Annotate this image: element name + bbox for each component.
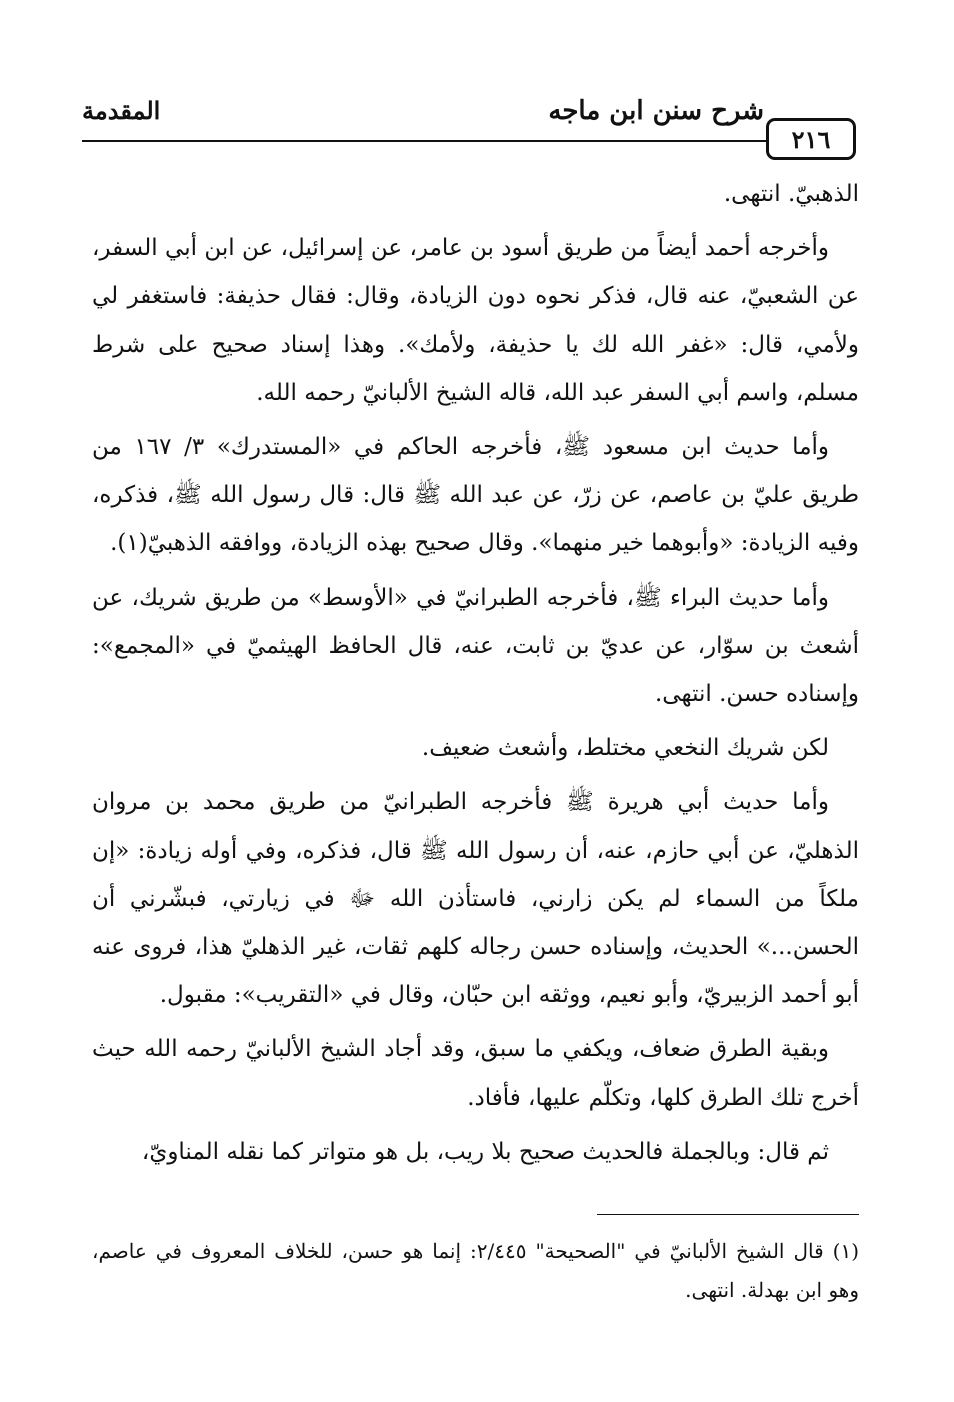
- footnote-rule: [597, 1214, 859, 1215]
- paragraph-2: وأخرجه أحمد أيضاً من طريق أسود بن عامر، عن إسرائيل، عن ابن أبي السفر، عن الشعبيّ، عنه قال، فذكر نحوه دون الزيادة، وقال: فقال حذيفة: فاستغفر لي ولأمي، قال: «غفر الله لك يا حذيفة، ولأمك». وهذا إسناد صحيح على شرط مسلم، واسم أبي السفر عبد الله، قاله الشيخ الألبانيّ رحمه الله.: [92, 235, 859, 406]
- paragraph-8: ثم قال: وبالجملة فالحديث صحيح بلا ريب، بل هو متواتر كما نقله المناويّ،: [141, 1138, 829, 1165]
- section-title: المقدمة: [82, 96, 161, 125]
- book-title: شرح سنن ابن ماجه: [548, 96, 764, 126]
- paragraph-1: الذهبيّ. انتهى.: [723, 181, 859, 207]
- header-rule: [82, 140, 772, 142]
- paragraph-5: لكن شريك النخعي مختلط، وأشعث ضعيف.: [421, 735, 829, 762]
- footnotes: [92, 1232, 859, 1310]
- paragraph-7: وبقية الطرق ضعاف، ويكفي ما سبق، وقد أجاد الشيخ الألبانيّ رحمه الله حيث أخرج تلك الطرق كلها، وتكلّم عليها، فأفاد.: [92, 1036, 859, 1111]
- main-text: [92, 170, 859, 1176]
- paragraph-6: وأما حديث أبي هريرة ﷺ فأخرجه الطبرانيّ من طريق محمد بن مروان الذهليّ، عن أبي حازم، عنه، أن رسول الله ﷺ قال، فذكره، وفي أوله زيادة: «إن ملكاً من السماء لم يكن زارني، فاستأذن الله ﷻ في زيارتي، فبشّرني أن الحسن...» الحديث، وإسناده حسن رجاله كلهم ثقات، غير الذهليّ هذا، فروى عنه أبو أحمد الزبيريّ، وأبو نعيم، ووثقه ابن حبّان، وقال في «التقريب»: مقبول.: [92, 789, 859, 1009]
- paragraph-3: وأما حديث ابن مسعود ﷺ، فأخرجه الحاكم في «المستدرك» ٣/ ١٦٧ من طريق عليّ بن عاصم، عن زرّ، عن عبد الله ﷺ قال: قال رسول الله ﷺ، فذكره، وفيه الزيادة: «وأبوهما خير منهما». وقال صحيح بهذه الزيادة، ووافقه الذهبيّ(١).: [92, 434, 859, 557]
- paragraph-4: وأما حديث البراء ﷺ، فأخرجه الطبرانيّ في «الأوسط» من طريق شريك، عن أشعث بن سوّار، عن عديّ بن ثابت، عنه، قال الحافظ الهيثميّ في «المجمع»: وإسناده حسن. انتهى.: [92, 584, 859, 708]
- page-number: ٢١٦: [766, 118, 856, 160]
- footnote-1: (١) قال الشيخ الألبانيّ في "الصحيحة" ٢/٤٤٥: إنما هو حسن، للخلاف المعروف في عاصم، وهو ابن بهدلة. انتهى.: [92, 1239, 859, 1302]
